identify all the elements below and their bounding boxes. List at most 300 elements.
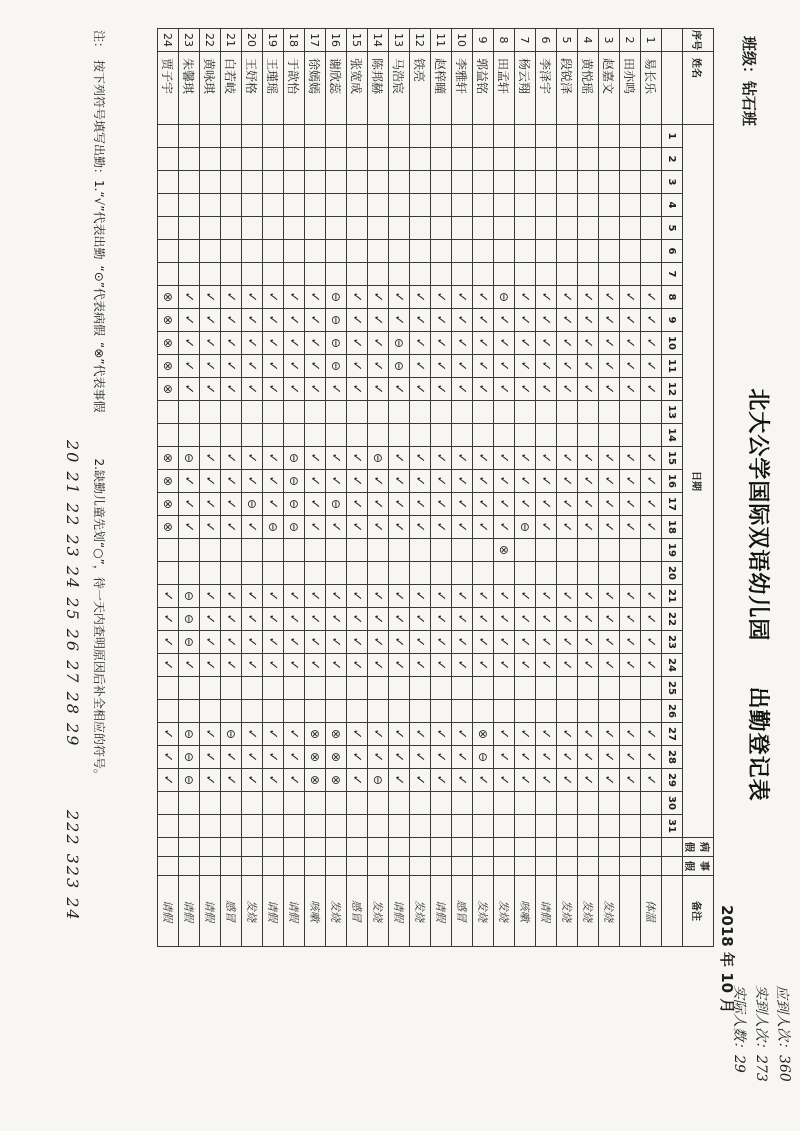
day-cell xyxy=(368,792,389,815)
day-cell xyxy=(158,148,179,171)
day-cell xyxy=(368,562,389,585)
row-number: 20 xyxy=(242,29,263,52)
day-cell xyxy=(326,332,347,355)
absent-mark: ⊗ xyxy=(329,728,343,740)
day-cell xyxy=(641,125,662,148)
present-mark: ✓ xyxy=(622,751,638,763)
table-row xyxy=(263,29,284,947)
sick-mark: ⊖ xyxy=(182,590,196,602)
day-cell xyxy=(431,654,452,677)
present-mark: ✓ xyxy=(307,613,323,625)
day-cell xyxy=(263,355,284,378)
present-mark: ✓ xyxy=(433,337,449,349)
present-mark: ✓ xyxy=(496,337,512,349)
day-cell xyxy=(536,332,557,355)
day-cell xyxy=(452,378,473,401)
day-cell xyxy=(620,309,641,332)
day-cell xyxy=(389,539,410,562)
present-mark: ✓ xyxy=(538,590,554,602)
present-mark: ✓ xyxy=(538,314,554,326)
remark-text: 请假 xyxy=(392,900,405,922)
header-date: 日期 xyxy=(683,125,714,838)
present-mark: ✓ xyxy=(244,314,260,326)
present-mark: ✓ xyxy=(496,590,512,602)
day-cell xyxy=(284,286,305,309)
day-cell xyxy=(368,148,389,171)
day-cell xyxy=(620,723,641,746)
day-cell xyxy=(578,217,599,240)
day-cell xyxy=(536,447,557,470)
day-cell xyxy=(389,171,410,194)
day-cell xyxy=(515,263,536,286)
day-cell xyxy=(578,493,599,516)
remark-cell xyxy=(389,876,410,947)
footnote-item2: 2.缺勤儿童先划“○”，待一天内查明原因后补全相应的符号。 xyxy=(92,458,106,781)
day-cell xyxy=(158,769,179,792)
day-cell xyxy=(494,263,515,286)
table-row xyxy=(389,29,410,947)
day-cell xyxy=(284,654,305,677)
day-cell xyxy=(263,194,284,217)
absent-mark: ⊗ xyxy=(329,751,343,763)
present-mark: ✓ xyxy=(223,452,239,464)
present-mark: ✓ xyxy=(475,383,491,395)
day-cell xyxy=(305,608,326,631)
day-cell xyxy=(263,585,284,608)
day-cell xyxy=(389,677,410,700)
remark-text: 咳嗽 xyxy=(308,900,321,922)
day-cell xyxy=(242,539,263,562)
day-cell xyxy=(473,585,494,608)
day-cell xyxy=(284,217,305,240)
child-name: 田孟轩 xyxy=(494,52,515,125)
day-cell xyxy=(347,240,368,263)
day-cell xyxy=(389,631,410,654)
sick-leave-count xyxy=(410,838,431,857)
absent-mark: ⊗ xyxy=(161,314,175,326)
day-cell xyxy=(578,355,599,378)
present-mark: ✓ xyxy=(475,636,491,648)
present-mark: ✓ xyxy=(244,659,260,671)
present-mark: ✓ xyxy=(265,314,281,326)
day-cell xyxy=(347,723,368,746)
day-cell xyxy=(221,447,242,470)
day-cell xyxy=(494,309,515,332)
summary-note-1: 应到人次：360 xyxy=(773,984,793,1083)
child-name: 赵梓曈 xyxy=(431,52,452,125)
table-row xyxy=(494,29,515,947)
sick-mark: ⊖ xyxy=(266,521,280,533)
day-cell xyxy=(263,470,284,493)
table-row xyxy=(347,29,368,947)
present-mark: ✓ xyxy=(202,498,218,510)
day-cell xyxy=(284,516,305,539)
day-cell xyxy=(410,470,431,493)
day-cell xyxy=(620,240,641,263)
absent-mark: ⊗ xyxy=(161,337,175,349)
day-cell xyxy=(179,562,200,585)
present-mark: ✓ xyxy=(370,521,386,533)
present-mark: ✓ xyxy=(412,314,428,326)
day-cell xyxy=(347,171,368,194)
remark-cell xyxy=(494,876,515,947)
day-header-28: 28 xyxy=(662,746,683,769)
day-cell xyxy=(179,401,200,424)
row-number: 18 xyxy=(284,29,305,52)
day-cell xyxy=(158,585,179,608)
day-cell xyxy=(389,769,410,792)
day-cell xyxy=(452,746,473,769)
child-name: 段锐泽 xyxy=(557,52,578,125)
present-mark: ✓ xyxy=(580,659,596,671)
day-cell xyxy=(557,585,578,608)
day-cell xyxy=(557,815,578,838)
day-cell xyxy=(347,309,368,332)
title-register: 出勤登记表 xyxy=(745,686,770,802)
table-row xyxy=(221,29,242,947)
day-cell xyxy=(179,125,200,148)
day-cell xyxy=(242,263,263,286)
day-cell xyxy=(389,309,410,332)
personal-leave-count xyxy=(284,857,305,876)
present-mark: ✓ xyxy=(349,291,365,303)
day-cell xyxy=(347,585,368,608)
day-cell xyxy=(641,654,662,677)
day-cell xyxy=(536,125,557,148)
row-number: 24 xyxy=(158,29,179,52)
present-mark: ✓ xyxy=(538,751,554,763)
sick-leave-count xyxy=(620,838,641,857)
row-number: 16 xyxy=(326,29,347,52)
present-mark: ✓ xyxy=(622,452,638,464)
row-number: 4 xyxy=(578,29,599,52)
sick-mark: ⊖ xyxy=(476,751,490,763)
day-cell xyxy=(200,470,221,493)
day-cell xyxy=(515,125,536,148)
present-mark: ✓ xyxy=(643,590,659,602)
day-cell xyxy=(536,401,557,424)
row-number: 21 xyxy=(221,29,242,52)
present-mark: ✓ xyxy=(580,521,596,533)
day-cell xyxy=(620,792,641,815)
present-mark: ✓ xyxy=(580,498,596,510)
day-cell xyxy=(452,309,473,332)
present-mark: ✓ xyxy=(643,475,659,487)
day-cell xyxy=(620,815,641,838)
day-cell xyxy=(263,723,284,746)
day-cell xyxy=(515,286,536,309)
present-mark: ✓ xyxy=(622,774,638,786)
day-cell xyxy=(452,470,473,493)
remark-text: 请假 xyxy=(203,900,216,922)
day-cell xyxy=(389,516,410,539)
present-mark: ✓ xyxy=(223,498,239,510)
day-cell xyxy=(452,493,473,516)
present-mark: ✓ xyxy=(601,613,617,625)
day-cell xyxy=(557,562,578,585)
day-cell xyxy=(557,194,578,217)
day-cell xyxy=(158,309,179,332)
personal-leave-count xyxy=(179,857,200,876)
present-mark: ✓ xyxy=(559,751,575,763)
present-mark: ✓ xyxy=(538,475,554,487)
remark-cell xyxy=(179,876,200,947)
day-cell xyxy=(494,194,515,217)
present-mark: ✓ xyxy=(601,291,617,303)
day-cell xyxy=(326,562,347,585)
day-cell xyxy=(473,769,494,792)
row-number: 13 xyxy=(389,29,410,52)
day-cell xyxy=(158,631,179,654)
day-cell xyxy=(599,125,620,148)
present-mark: ✓ xyxy=(265,774,281,786)
day-cell xyxy=(557,148,578,171)
present-mark: ✓ xyxy=(454,383,470,395)
day-cell xyxy=(578,148,599,171)
day-cell xyxy=(284,723,305,746)
present-mark: ✓ xyxy=(643,291,659,303)
present-mark: ✓ xyxy=(643,314,659,326)
day-cell xyxy=(473,125,494,148)
day-cell xyxy=(494,539,515,562)
day-cell xyxy=(515,516,536,539)
day-cell xyxy=(641,516,662,539)
present-mark: ✓ xyxy=(517,452,533,464)
day-cell xyxy=(494,631,515,654)
day-cell xyxy=(620,470,641,493)
day-cell xyxy=(368,447,389,470)
day-cell xyxy=(347,631,368,654)
absent-mark: ⊗ xyxy=(308,728,322,740)
day-cell xyxy=(557,217,578,240)
day-cell xyxy=(431,769,452,792)
present-mark: ✓ xyxy=(391,590,407,602)
day-header-29: 29 xyxy=(662,769,683,792)
day-cell xyxy=(473,700,494,723)
day-cell xyxy=(221,562,242,585)
day-cell xyxy=(242,562,263,585)
day-cell xyxy=(305,332,326,355)
day-cell xyxy=(452,171,473,194)
day-cell xyxy=(221,355,242,378)
sick-leave-count xyxy=(578,838,599,857)
day-cell xyxy=(641,309,662,332)
day-header-blank-remark xyxy=(662,876,683,947)
present-mark: ✓ xyxy=(643,337,659,349)
day-header-23: 23 xyxy=(662,631,683,654)
present-mark: ✓ xyxy=(349,659,365,671)
day-cell xyxy=(284,815,305,838)
present-mark: ✓ xyxy=(475,659,491,671)
sick-mark: ⊖ xyxy=(497,291,511,303)
remark-cell xyxy=(452,876,473,947)
present-mark: ✓ xyxy=(412,521,428,533)
day-cell xyxy=(263,286,284,309)
day-cell xyxy=(515,792,536,815)
day-cell xyxy=(347,148,368,171)
day-cell xyxy=(242,217,263,240)
day-cell xyxy=(620,263,641,286)
day-cell xyxy=(242,746,263,769)
day-cell xyxy=(200,746,221,769)
day-cell xyxy=(473,470,494,493)
present-mark: ✓ xyxy=(580,475,596,487)
present-mark: ✓ xyxy=(265,383,281,395)
day-cell xyxy=(305,769,326,792)
table-row xyxy=(410,29,431,947)
present-mark: ✓ xyxy=(580,590,596,602)
present-mark: ✓ xyxy=(622,636,638,648)
sick-leave-count xyxy=(641,838,662,857)
sick-mark: ⊖ xyxy=(329,314,343,326)
day-cell xyxy=(452,401,473,424)
remark-cell xyxy=(599,876,620,947)
present-mark: ✓ xyxy=(307,498,323,510)
day-cell xyxy=(305,746,326,769)
remark-cell xyxy=(305,876,326,947)
present-mark: ✓ xyxy=(349,337,365,349)
day-cell xyxy=(578,677,599,700)
present-mark: ✓ xyxy=(349,383,365,395)
day-cell xyxy=(221,286,242,309)
sick-leave-count xyxy=(599,838,620,857)
present-mark: ✓ xyxy=(601,590,617,602)
absent-mark: ⊗ xyxy=(308,751,322,763)
day-cell xyxy=(452,585,473,608)
present-mark: ✓ xyxy=(370,498,386,510)
day-cell xyxy=(410,263,431,286)
present-mark: ✓ xyxy=(244,613,260,625)
present-mark: ✓ xyxy=(265,291,281,303)
present-mark: ✓ xyxy=(454,360,470,372)
day-cell xyxy=(473,493,494,516)
day-cell xyxy=(347,332,368,355)
present-mark: ✓ xyxy=(643,498,659,510)
day-cell xyxy=(326,769,347,792)
present-mark: ✓ xyxy=(370,636,386,648)
day-cell xyxy=(200,286,221,309)
sick-mark: ⊖ xyxy=(287,452,301,464)
day-cell xyxy=(431,378,452,401)
day-cell xyxy=(452,815,473,838)
day-cell xyxy=(578,746,599,769)
present-mark: ✓ xyxy=(223,360,239,372)
day-cell xyxy=(431,240,452,263)
present-mark: ✓ xyxy=(643,659,659,671)
day-cell xyxy=(158,815,179,838)
present-mark: ✓ xyxy=(580,337,596,349)
day-cell xyxy=(305,240,326,263)
present-mark: ✓ xyxy=(244,337,260,349)
present-mark: ✓ xyxy=(349,751,365,763)
day-cell xyxy=(410,240,431,263)
day-cell xyxy=(641,539,662,562)
day-header-blank-name xyxy=(662,52,683,125)
child-name: 徐嫣嫣 xyxy=(305,52,326,125)
day-cell xyxy=(494,401,515,424)
day-cell xyxy=(347,378,368,401)
remark-text: 发烧 xyxy=(560,900,573,922)
day-cell xyxy=(557,769,578,792)
day-cell xyxy=(158,355,179,378)
child-name: 王妤格 xyxy=(242,52,263,125)
day-cell xyxy=(284,148,305,171)
day-cell xyxy=(305,815,326,838)
present-mark: ✓ xyxy=(538,498,554,510)
day-cell xyxy=(284,447,305,470)
remark-text: 请假 xyxy=(266,900,279,922)
day-cell xyxy=(494,332,515,355)
present-mark: ✓ xyxy=(265,360,281,372)
day-header-10: 10 xyxy=(662,332,683,355)
personal-leave-count xyxy=(158,857,179,876)
day-cell xyxy=(305,562,326,585)
day-cell xyxy=(410,424,431,447)
day-cell xyxy=(305,148,326,171)
day-cell xyxy=(221,217,242,240)
day-header-1: 1 xyxy=(662,125,683,148)
day-cell xyxy=(536,562,557,585)
day-cell xyxy=(305,447,326,470)
day-cell xyxy=(557,792,578,815)
day-cell xyxy=(431,447,452,470)
day-cell xyxy=(473,355,494,378)
present-mark: ✓ xyxy=(454,613,470,625)
day-cell xyxy=(200,240,221,263)
day-cell xyxy=(347,401,368,424)
present-mark: ✓ xyxy=(454,452,470,464)
present-mark: ✓ xyxy=(517,475,533,487)
day-cell xyxy=(242,424,263,447)
day-cell xyxy=(200,217,221,240)
day-cell xyxy=(368,700,389,723)
present-mark: ✓ xyxy=(475,774,491,786)
sick-mark: ⊖ xyxy=(371,452,385,464)
present-mark: ✓ xyxy=(370,751,386,763)
day-cell xyxy=(347,493,368,516)
day-cell xyxy=(620,194,641,217)
day-cell xyxy=(368,424,389,447)
day-cell xyxy=(221,309,242,332)
present-mark: ✓ xyxy=(580,728,596,740)
personal-leave-count xyxy=(494,857,515,876)
present-mark: ✓ xyxy=(160,751,176,763)
day-cell xyxy=(536,723,557,746)
day-cell xyxy=(431,631,452,654)
day-cell xyxy=(242,516,263,539)
present-mark: ✓ xyxy=(202,774,218,786)
sick-leave-count xyxy=(347,838,368,857)
day-cell xyxy=(326,470,347,493)
row-number: 19 xyxy=(263,29,284,52)
day-cell xyxy=(536,355,557,378)
day-cell xyxy=(452,677,473,700)
day-cell xyxy=(557,654,578,677)
day-cell xyxy=(305,286,326,309)
day-cell xyxy=(263,378,284,401)
day-cell xyxy=(410,539,431,562)
day-cell xyxy=(578,470,599,493)
day-cell xyxy=(473,516,494,539)
day-cell xyxy=(515,746,536,769)
day-cell xyxy=(179,424,200,447)
day-cell xyxy=(452,516,473,539)
day-cell xyxy=(641,378,662,401)
present-mark: ✓ xyxy=(496,360,512,372)
day-cell xyxy=(263,792,284,815)
day-cell xyxy=(221,424,242,447)
day-cell xyxy=(284,401,305,424)
